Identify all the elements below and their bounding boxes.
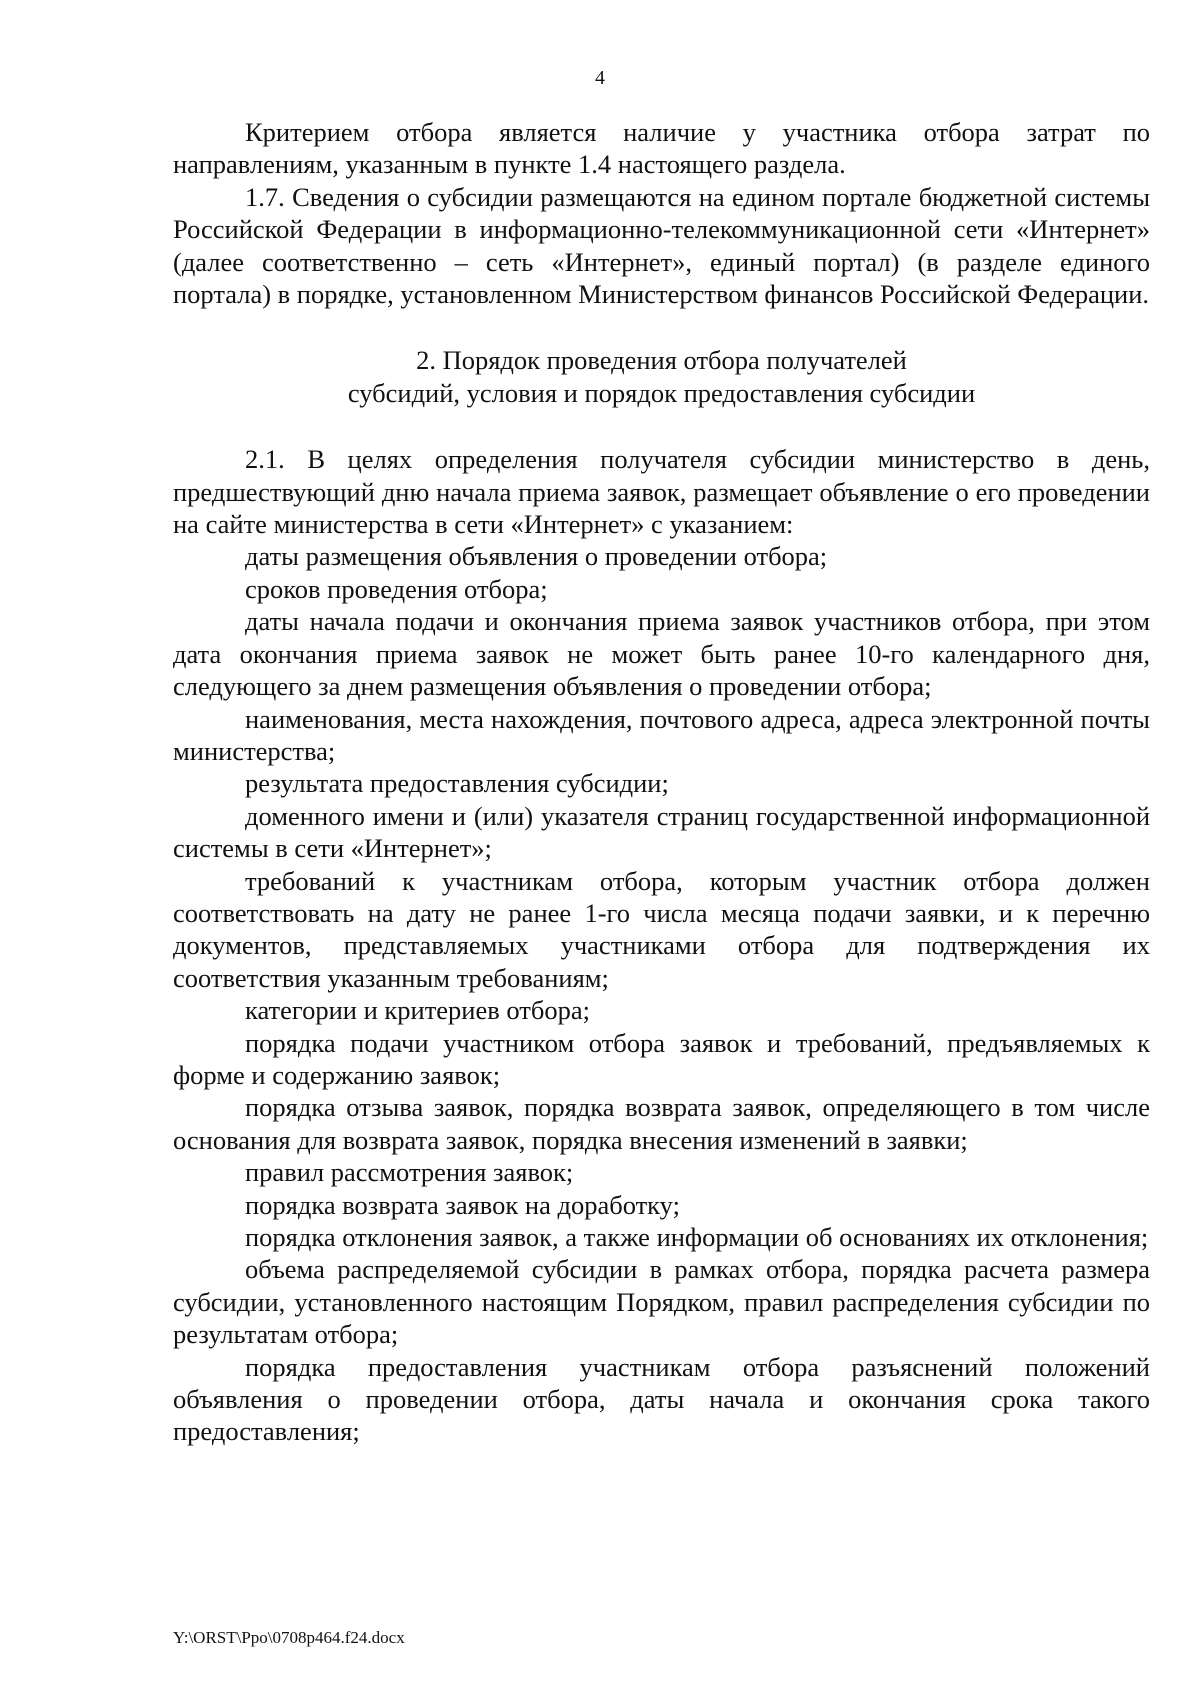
list-item: наименования, места нахождения, почтового адреса, адреса электронной почты министерства; — [173, 703, 1150, 766]
list-item: сроков проведения отбора; — [245, 573, 548, 604]
list-item: требований к участникам отбора, которым участник отбора должен соответствовать на дату не ранее 1-го числа месяца подачи заявки, и к перечню документов, представляемых участниками отбора для подтверждения их соответствия указанным требованиям; — [173, 865, 1150, 993]
list-item: доменного имени и (или) указателя страниц государственной информационной системы в сети «Интернет»; — [173, 800, 1150, 864]
paragraph-1-7: 1.7. Сведения о субсидии размещаются на едином портале бюджетной системы Российской Федерации в информационно-телекоммуникационной сети «Интернет» (далее соответственно – сеть «Интернет», единый портал) (в разделе единого портала) в порядке, установленном Министерством финансов Российской Федерации. — [173, 181, 1150, 310]
list-item: порядка предоставления участникам отбора разъяснений положений объявления о проведении отбора, даты начала и окончания срока такого предоставления; — [173, 1351, 1150, 1447]
list-item: порядка подачи участником отбора заявок и требований, предъявляемых к форме и содержанию заявок; — [173, 1027, 1150, 1090]
list-item: правил рассмотрения заявок; — [245, 1157, 574, 1188]
list-item: порядка отзыва заявок, порядка возврата заявок, определяющего в том числе основания для возврата заявок, порядка внесения изменений в заявки; — [173, 1092, 1150, 1155]
section-heading-line-2: субсидий, условия и порядок предоставления субсидии — [347, 377, 976, 408]
page-number: 4 — [595, 67, 605, 89]
footer-file-path: Y:\ORST\Ppo\0708p464.f24.docx — [173, 1628, 405, 1647]
list-item: результата предоставления субсидии; — [245, 768, 669, 799]
list-item: порядка отклонения заявок, а также информации об основаниях их отклонения; — [245, 1222, 1149, 1252]
list-item: даты размещения объявления о проведении отбора; — [245, 541, 828, 572]
paragraph-2-1: 2.1. В целях определения получателя субсидии министерство в день, предшествующий дню начала приема заявок, размещает объявление о его проведении на сайте министерства в сети «Интернет» с указанием: — [173, 444, 1150, 540]
list-item: категории и критериев отбора; — [245, 995, 590, 1026]
section-heading-line-1: 2. Порядок проведения отбора получателей — [416, 345, 907, 376]
paragraph-criterion: Критерием отбора является наличие у участника отбора затрат по направлениям, указанным в пункте 1.4 настоящего раздела. — [173, 117, 1150, 180]
list-item: объема распределяемой субсидии в рамках отбора, порядка расчета размера субсидии, установленного настоящим Порядком, правил распределения субсидии по результатам отбора; — [173, 1254, 1150, 1350]
document-body — [173, 116, 1150, 1448]
list-item: даты начала подачи и окончания приема заявок участников отбора, при этом дата окончания приема заявок не может быть ранее 10-го календарного дня, следующего за днем размещения объявления о проведении отбора; — [173, 606, 1150, 702]
list-item: порядка возврата заявок на доработку; — [245, 1189, 680, 1220]
section-heading — [173, 344, 1150, 409]
